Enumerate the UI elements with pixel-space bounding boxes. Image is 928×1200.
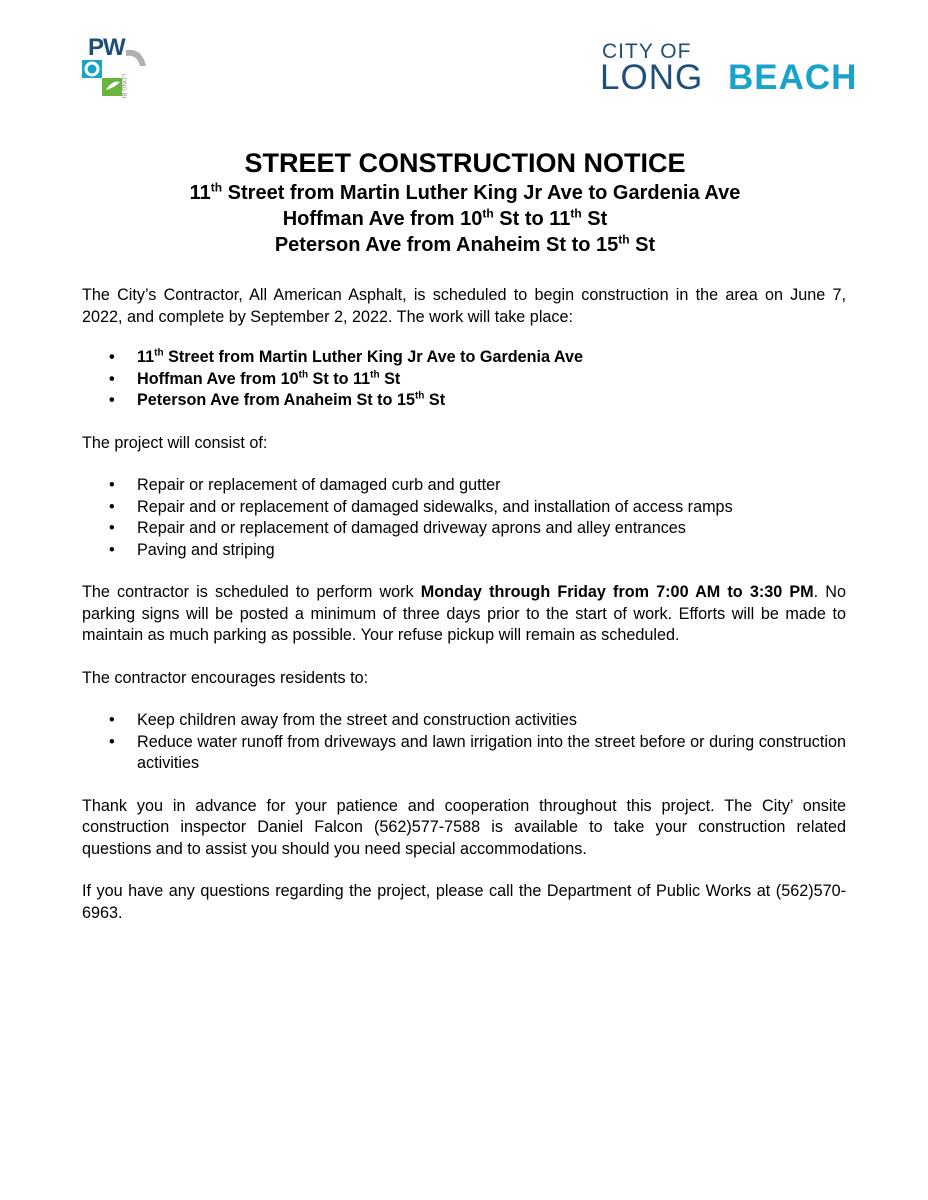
list-item: • Keep children away from the street and construction activities [109, 711, 577, 729]
project-intro: The project will consist of: [82, 433, 268, 452]
notice-title: STREET CONSTRUCTION NOTICE [244, 148, 686, 178]
residents-intro: The contractor encourages residents to: [82, 668, 369, 687]
list-item: • Paving and striping [109, 540, 275, 559]
schedule-paragraph: The contractor is scheduled to perform work Monday through Friday from 7:00 AM to 3:30 PM. No parking signs will be posted a minimum of three days prior to the start of work. Efforts will be made to maintain as much parking as possible. Your refuse pickup will remain as scheduled. [82, 583, 846, 644]
resident-list [82, 710, 846, 775]
list-item: • Repair and or replacement of damaged driveway aprons and alley entrances [109, 519, 686, 537]
subtitle-line-3: Peterson Ave from Anaheim St to 15th St [274, 232, 656, 256]
logo-city-of: CITY OF [602, 40, 692, 63]
intro-paragraph: The City’s Contractor, All American Asphalt, is scheduled to begin construction in the area on June 7, 2022, and complete by September 2, 2022. The work will take place: [82, 286, 846, 326]
svg-text:LONG BEACH: LONG BEACH [120, 74, 126, 98]
list-item: • Reduce water runoff from driveways and lawn irrigation into the street before or during construction activities [109, 732, 846, 772]
location-list [82, 347, 846, 412]
contact-paragraph: If you have any questions regarding the project, please call the Department of Public Works at (562)570-6963. [82, 882, 846, 922]
subtitle-line-1: 11th Street from Martin Luther King Jr Ave to Gardenia Ave [189, 180, 741, 204]
thanks-paragraph: Thank you in advance for your patience and cooperation throughout this project. The City’ onsite construction inspector Daniel Falcon (562)577-7588 is available to take your construction related questions and to assist you should you need special accommodations. [82, 796, 846, 858]
city-of-long-beach-logo [600, 40, 858, 97]
list-item: • 11th Street from Martin Luther King Jr Ave to Gardenia Ave [109, 347, 584, 366]
logo-long: LONG [600, 58, 704, 97]
notice-body [82, 285, 846, 945]
list-item: • Peterson Ave from Anaheim St to 15th St [109, 390, 446, 409]
logo-beach: BEACH [728, 58, 858, 97]
subtitle-line-2: Hoffman Ave from 10th St to 11th St [282, 206, 608, 230]
pw-logo-text: PW [88, 34, 125, 61]
list-item: • Repair or replacement of damaged curb and gutter [109, 476, 501, 494]
list-item: • Hoffman Ave from 10th St to 11th St [109, 369, 401, 388]
notice-heading [80, 148, 850, 258]
project-list [82, 475, 846, 561]
list-item: • Repair and or replacement of damaged sidewalks, and installation of access ramps [109, 497, 733, 516]
public-works-logo [82, 34, 152, 98]
